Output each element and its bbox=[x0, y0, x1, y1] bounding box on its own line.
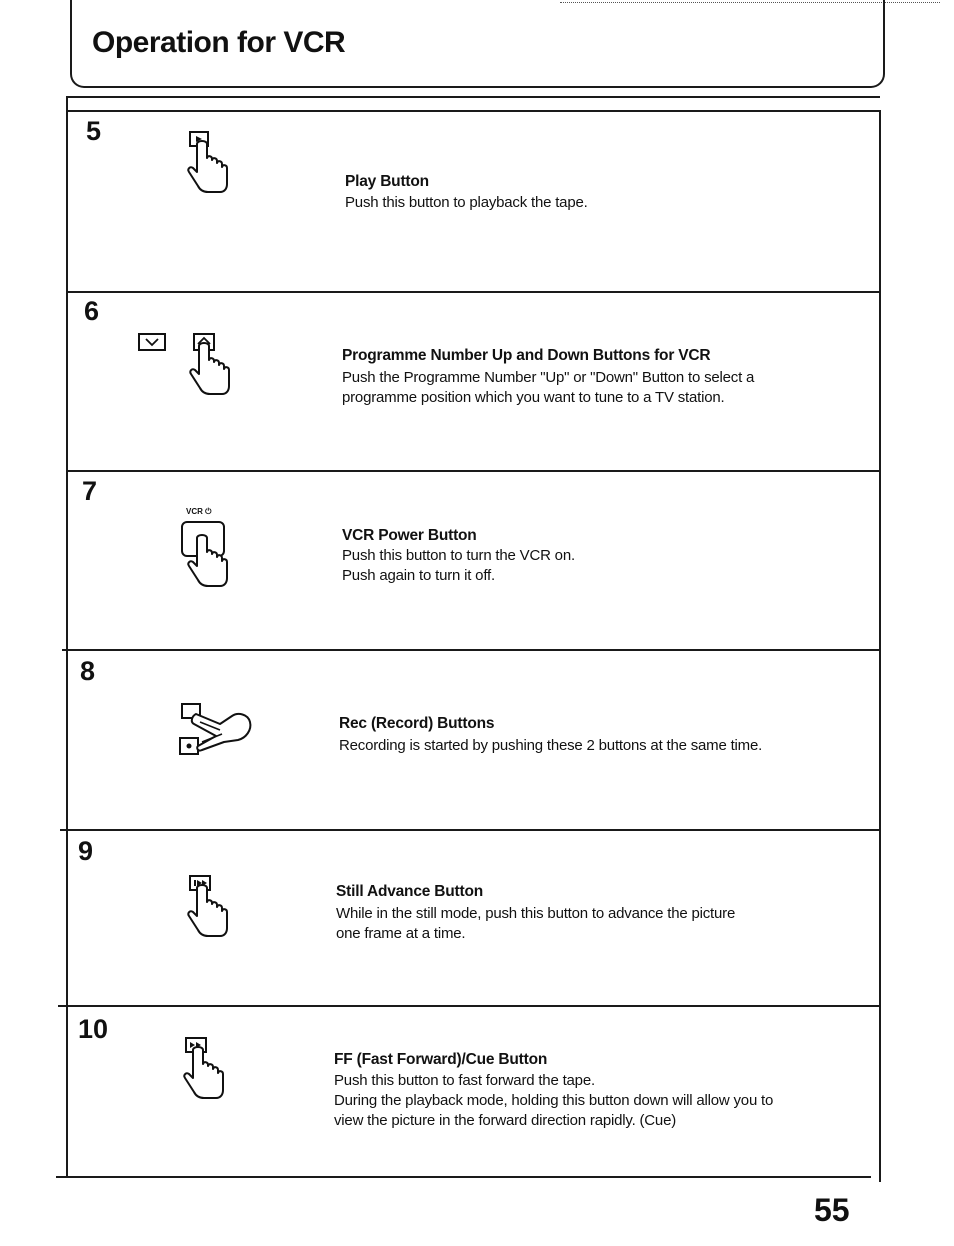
still-advance-press-icon bbox=[184, 872, 244, 944]
description-line: Push again to turn it off. bbox=[342, 567, 495, 584]
description-line: programme position which you want to tune to a TV station. bbox=[342, 389, 725, 406]
vcr-power-press-icon bbox=[178, 518, 248, 596]
rec-buttons-press-icon bbox=[176, 700, 256, 762]
step-title: Rec (Record) Buttons bbox=[339, 715, 495, 732]
step-title: VCR Power Button bbox=[342, 527, 477, 544]
step-number: 9 bbox=[78, 836, 94, 866]
step-number: 7 bbox=[82, 476, 98, 506]
fast-forward-press-icon bbox=[180, 1034, 240, 1106]
play-button-press-icon bbox=[184, 128, 244, 200]
row-divider bbox=[60, 829, 880, 831]
step-description bbox=[334, 1071, 773, 1131]
programme-up-down-press-icon bbox=[136, 332, 246, 402]
step-title: FF (Fast Forward)/Cue Button bbox=[334, 1051, 548, 1068]
step-description bbox=[342, 546, 575, 586]
page-title: Operation for VCR bbox=[92, 26, 346, 59]
description-line: While in the still mode, push this button to advance the picture bbox=[336, 905, 736, 922]
page-number: 55 bbox=[814, 1192, 850, 1228]
table-top-border bbox=[68, 96, 880, 98]
table-top-inner-border bbox=[68, 110, 880, 112]
description-line: During the playback mode, holding this button down will allow you to bbox=[334, 1092, 774, 1109]
table-bottom-border bbox=[56, 1176, 871, 1178]
step-title: Play Button bbox=[345, 173, 429, 190]
step-title: Programme Number Up and Down Buttons for VCR bbox=[342, 347, 711, 364]
table-left-border bbox=[66, 96, 68, 1176]
description-line: Push this button to turn the VCR on. bbox=[342, 547, 575, 564]
step-number: 6 bbox=[84, 296, 100, 326]
description-line: view the picture in the forward direction rapidly. (Cue) bbox=[334, 1112, 677, 1129]
step-title: Still Advance Button bbox=[336, 883, 483, 900]
table-right-border bbox=[879, 110, 881, 1182]
step-description bbox=[339, 736, 762, 756]
vcr-power-label: VCR ⏻ bbox=[186, 507, 212, 516]
row-divider bbox=[66, 291, 880, 293]
description-line: Push this button to fast forward the tape. bbox=[334, 1072, 595, 1089]
step-description bbox=[342, 368, 754, 408]
description-line: Recording is started by pushing these 2 buttons at the same time. bbox=[339, 737, 763, 754]
step-number: 5 bbox=[86, 116, 102, 146]
row-divider bbox=[62, 649, 880, 651]
description-line: Push this button to playback the tape. bbox=[345, 194, 588, 211]
description-line: one frame at a time. bbox=[336, 925, 466, 942]
step-description bbox=[336, 904, 735, 944]
step-number: 10 bbox=[78, 1014, 109, 1044]
row-divider bbox=[66, 470, 880, 472]
description-line: Push the Programme Number "Up" or "Down" Button to select a bbox=[342, 369, 755, 386]
step-number: 8 bbox=[80, 656, 96, 686]
step-description bbox=[345, 193, 588, 213]
row-divider bbox=[58, 1005, 880, 1007]
